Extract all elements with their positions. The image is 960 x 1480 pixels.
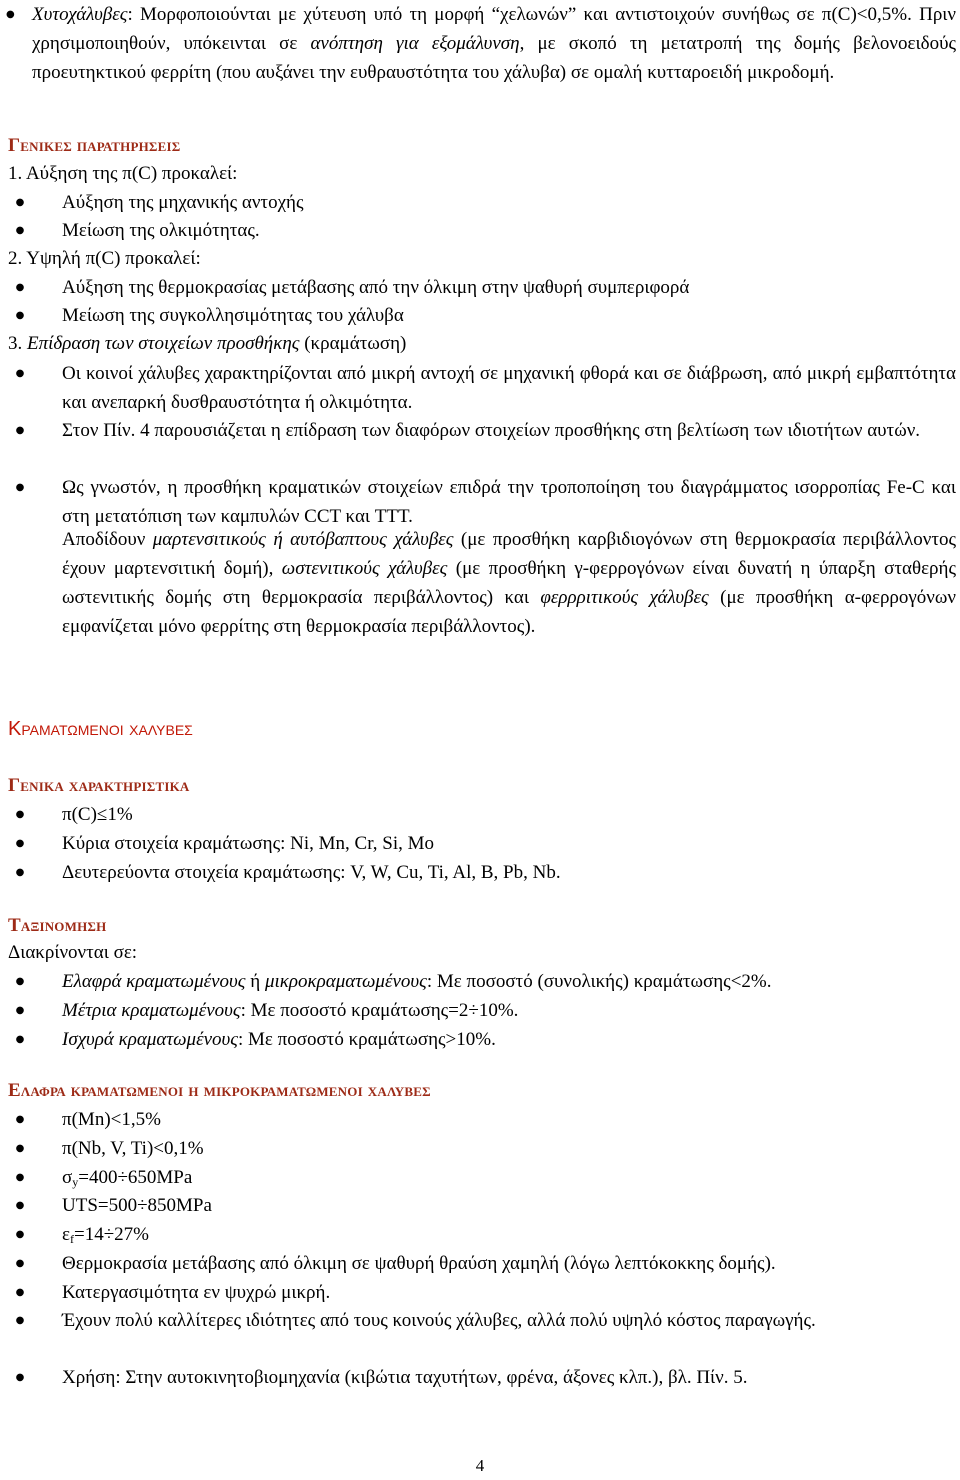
classification-item: Μέτρια κραματωμένους: Με ποσοστό κραμάτωσης=2÷10%. bbox=[62, 1000, 519, 1021]
bullet bbox=[8, 858, 32, 887]
bullet bbox=[8, 1278, 32, 1307]
note-3-continuation: Αποδίδουν μαρτενσιτικούς ή αυτόβαπτους χάλυβες (με προσθήκη καρβιδιογόνων στη θερμοκρασία περιβάλλοντος έχουν μαρτενσιτική δομή), ωστενιτικούς χάλυβες (με προσθήκη γ-φερρογόνων είναι δυνατή η ύπαρξη σταθερής ωστενιτικής δομής στη θερμοκρασία περιβάλλοντος) και φερρριτικούς χάλυβες (με προσθήκη α-φερρογόνων εμφανίζεται μόνο φερρίτης στη θερμοκρασία περιβάλλοντος). bbox=[62, 529, 957, 637]
note-2: 2. Υψηλή π(C) προκαλεί: bbox=[8, 248, 201, 269]
intro-paragraph bbox=[32, 0, 956, 87]
bullet bbox=[8, 473, 32, 502]
classification-item: Ισχυρά κραματωμένους: Με ποσοστό κραμάτωσης>10%. bbox=[62, 1029, 496, 1050]
bullet bbox=[8, 829, 32, 858]
bullet bbox=[8, 416, 32, 445]
property-item: Χρήση: Στην αυτοκινητοβιομηχανία (κιβώτια ταχυτήτων, φρένα, άξονες κλπ.), βλ. Πίν. 5. bbox=[62, 1367, 748, 1388]
property-item: UTS=500÷850MPa bbox=[62, 1195, 212, 1216]
bullet bbox=[8, 1306, 32, 1335]
note-2-item: Μείωση της συγκολλησιμότητας του χάλυβα bbox=[62, 305, 404, 326]
property-item: Θερμοκρασία μετάβασης από όλκιμη σε ψαθυρή θραύση χαμηλή (λόγω λεπτόκοκκης δομής). bbox=[62, 1253, 776, 1274]
note-1-item: Μείωση της ολκιμότητας. bbox=[62, 220, 260, 241]
bullet bbox=[8, 273, 32, 302]
note-2-item: Αύξηση της θερμοκρασίας μετάβασης από την όλκιμη στην ψαθυρή συμπεριφορά bbox=[62, 277, 690, 298]
intro-text-end: , με σκοπό τη μετατροπή της δομής βελονοειδούς προευτηκτικού φερρίτη (που αυξάνει την ευθραυστότητα του χάλυβα) σε ομαλή κυτταροειδή μικροδομή. bbox=[32, 33, 957, 83]
bullet bbox=[8, 301, 32, 330]
intro-emphasis: ανόπτηση για εξομάλυνση bbox=[310, 33, 520, 54]
classification-item: Ελαφρά κραματωμένους ή μικροκραματωμένους: Με ποσοστό (συνολικής) κραμάτωσης<2%. bbox=[62, 971, 772, 992]
bullet bbox=[8, 188, 32, 217]
classification-intro: Διακρίνονται σε: bbox=[8, 942, 138, 963]
property-item: Κατεργασιμότητα εν ψυχρώ μικρή. bbox=[62, 1282, 331, 1303]
bullet bbox=[8, 216, 32, 245]
page-number: 4 bbox=[475, 1456, 485, 1475]
property-item: $\sigma_y=400\div 650MPa$ bbox=[62, 1167, 193, 1189]
bullet bbox=[8, 1163, 32, 1192]
characteristic-item: π(C)≤1% bbox=[62, 804, 133, 825]
property-item: π(Nb, V, Ti)<0,1% bbox=[62, 1138, 204, 1159]
bullet bbox=[8, 1134, 32, 1163]
classification-heading: Ταξινομηση bbox=[8, 915, 107, 936]
bullet bbox=[8, 1249, 32, 1278]
characteristic-item: Κύρια στοιχεία κραμάτωσης: Ni, Mn, Cr, Si, Mo bbox=[62, 833, 435, 854]
property-item: Έχουν πολύ καλλίτερες ιδιότητες από τους κοινούς χάλυβες, αλλά πολύ υψηλό κόστος παραγωγής. bbox=[62, 1310, 816, 1331]
light-alloy-heading: Ελαφρα κραματωμενοι η μικροκραματωμενοι χαλυβες bbox=[8, 1080, 431, 1101]
bullet bbox=[8, 359, 32, 388]
bullet bbox=[8, 967, 32, 996]
note-3-bullet-3: Ως γνωστόν, η προσθήκη κραματικών στοιχείων επιδρά την τροποποίηση του διαγράμματος ισορροπίας Fe-C και στη μετατόπιση των καμπυλών CCT και TTT. bbox=[62, 477, 956, 527]
bullet bbox=[8, 996, 32, 1025]
note-1: 1. Αύξηση της π(C) προκαλεί: bbox=[8, 163, 238, 184]
bullet bbox=[8, 800, 32, 829]
characteristic-item: Δευτερεύοντα στοιχεία κραμάτωσης: V, W, Cu, Ti, Al, B, Pb, Nb. bbox=[62, 862, 561, 883]
general-notes-heading: Γενικες παρατηρησεις bbox=[8, 135, 181, 156]
bullet bbox=[8, 1363, 32, 1392]
bullet bbox=[8, 1025, 32, 1054]
bullet bbox=[6, 0, 30, 29]
note-3-bullet-2: Στον Πίν. 4 παρουσιάζεται η επίδραση των διαφόρων στοιχείων προσθήκης στη βελτίωση των ιδιοτήτων αυτών. bbox=[62, 420, 921, 441]
bullet bbox=[8, 1105, 32, 1134]
general-characteristics-heading: Γενικα χαρακτηριστικα bbox=[8, 775, 190, 796]
alloy-steels-heading: Κραματωμενοι χαλυβες bbox=[8, 718, 193, 740]
bullet bbox=[8, 1191, 32, 1220]
intro-text: : Μορφοποιούνται με χύτευση υπό τη μορφή “χελωνών” και αντιστοιχούν συνήθως σε π(C)<0,5%. Πριν χρησιμοποιηθούν, υπόκεινται σε bbox=[32, 4, 956, 54]
note-3: 3. Επίδραση των στοιχείων προσθήκης (κραμάτωση) bbox=[8, 333, 407, 354]
property-item: $\varepsilon_f=14\div 27\%$ bbox=[62, 1224, 149, 1246]
note-3-bullet-1: Οι κοινοί χάλυβες χαρακτηρίζονται από μικρή αντοχή σε μηχανική φθορά και σε διάβρωση, από μικρή εμβαπτότητα και ανεπαρκή δυσθραυστότητα ή ολκιμότητα. bbox=[62, 363, 956, 413]
intro-label: Χυτοχάλυβες bbox=[32, 4, 128, 25]
property-item: π(Mn)<1,5% bbox=[62, 1109, 161, 1130]
bullet bbox=[8, 1220, 32, 1249]
note-1-item: Αύξηση της μηχανικής αντοχής bbox=[62, 192, 304, 213]
